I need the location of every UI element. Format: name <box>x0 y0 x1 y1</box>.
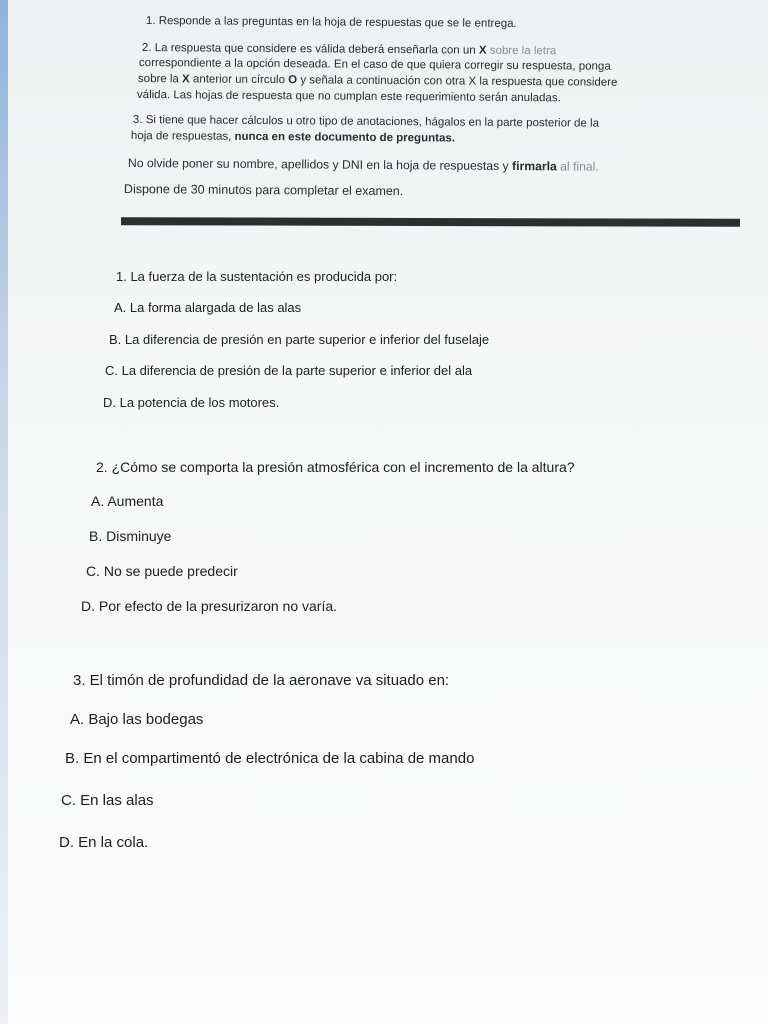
instruction-2-line-2: correspondiente a la opción deseada. En el caso de que quiera corregir su respuesta, ponga <box>138 56 611 73</box>
separator-bar <box>121 217 740 227</box>
question-2-option-c: C. No se puede predecir <box>86 563 238 579</box>
question-2: 2. ¿Cómo se comporta la presión atmosférica con el incremento de la altura? <box>96 459 575 475</box>
question-1-option-d: D. La potencia de los motores. <box>103 395 280 410</box>
question-1-option-c: C. La diferencia de presión de la parte superior e inferior del ala <box>105 363 473 378</box>
question-3-option-a: A. Bajo las bodegas <box>70 711 204 728</box>
question-1-option-b: B. La diferencia de presión en parte superior e inferior del fuselaje <box>109 332 490 347</box>
instruction-3-line-1: 3. Si tiene que hacer cálculos u otro tipo de anotaciones, hágalos en la parte posterior de la <box>132 113 600 130</box>
instruction-2-line-3: sobre la X anterior un círculo O y señala a continuación con otra X la respuesta que considere <box>137 72 618 89</box>
page-edge-shadow <box>0 0 8 1024</box>
question-3-option-d: D. En la cola. <box>59 834 149 851</box>
instruction-3-line-2: hoja de respuestas, nunca en este documento de preguntas. <box>130 129 456 145</box>
time-instruction: Dispone de 30 minutos para completar el examen. <box>123 182 404 199</box>
question-1-option-a: A. La forma alargada de las alas <box>114 300 302 315</box>
question-3: 3. El timón de profundidad de la aeronave va situado en: <box>73 672 450 689</box>
question-3-option-c: C. En las alas <box>61 792 154 809</box>
question-2-option-a: A. Aumenta <box>91 493 164 509</box>
instruction-2-line-1: 2. La respuesta que considere es válida deberá enseñarla con un X sobre la letra <box>141 41 557 58</box>
question-1: 1. La fuerza de la sustentación es producida por: <box>116 269 398 284</box>
question-2-option-d: D. Por efecto de la presurizaron no varía. <box>81 598 338 614</box>
question-2-option-b: B. Disminuye <box>89 528 172 544</box>
name-instruction: No olvide poner su nombre, apellidos y DNI en la hoja de respuestas y firmarla al final. <box>127 156 599 174</box>
question-3-option-b: B. En el compartimentó de electrónica de la cabina de mando <box>65 750 475 767</box>
instruction-2-line-4: válida. Las hojas de respuesta que no cumplan este requerimiento serán anuladas. <box>136 88 561 105</box>
instruction-1: 1. Responde a las preguntas en la hoja de respuestas que se le entrega. <box>145 14 517 30</box>
